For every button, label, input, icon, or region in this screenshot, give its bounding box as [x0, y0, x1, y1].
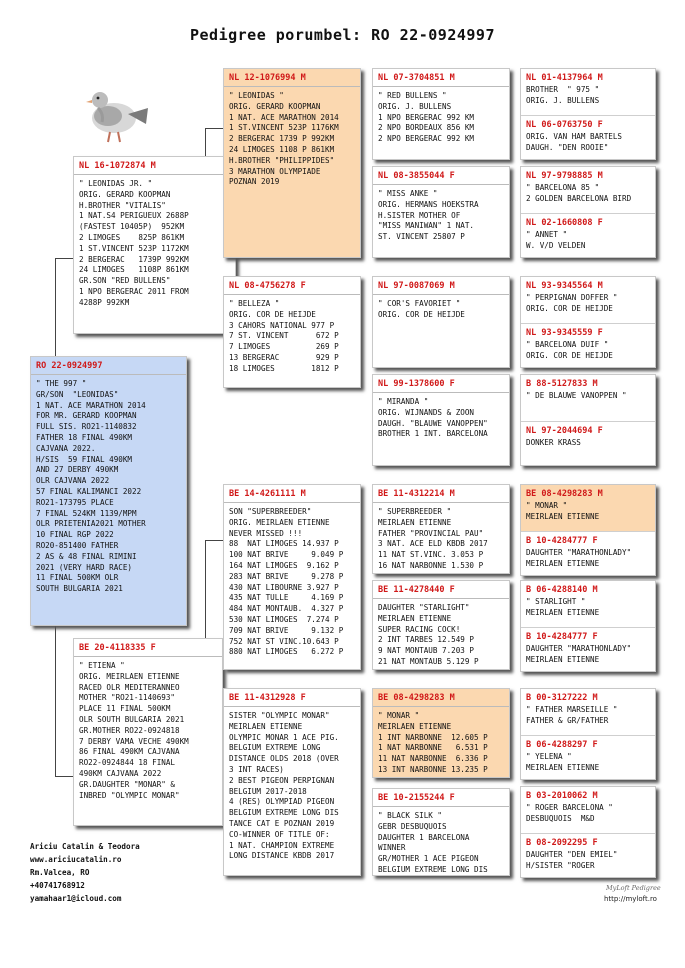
card-line: ORIG. J. BULLENS: [378, 101, 452, 111]
card-line: " ETIENA ": [79, 661, 125, 670]
card-lines: [373, 503, 509, 572]
gen4-pair-card: [520, 580, 656, 672]
card-line: 3 INT RACES): [229, 764, 284, 774]
card-line: 4288P 992KM: [79, 297, 130, 307]
card-line: GEBR DESBUQUOIS: [378, 821, 447, 831]
card-line: 2 AS & 48 FINAL RIMINI: [36, 551, 137, 561]
card-line: ORIG. VAN HAM BARTELS: [526, 132, 623, 141]
card-line: GR.DAUGHTER "MONAR" &: [79, 779, 176, 789]
card-lines: [521, 338, 655, 362]
ring-code: NL 97-0087069 M: [378, 281, 455, 291]
card-line: SUPER RACING COCK!: [378, 624, 461, 634]
card-line: FATHER 18 FINAL 490KM: [36, 432, 133, 442]
card-line: AND 27 DERBY 490KM: [36, 465, 119, 475]
ring-code: RO 22-0924997: [36, 361, 103, 371]
ring-code: NL 01-4137964 M: [526, 73, 603, 83]
card-line: ORIG. COR DE HEIJDE: [378, 309, 465, 319]
pigeon-icon: [78, 78, 150, 146]
gen4-entry: [521, 277, 655, 323]
card-lines: [373, 599, 509, 668]
card-line: 16 NAT NARBONNE 1.530 P: [378, 560, 484, 570]
card-line: " LEONIDAS ": [229, 91, 284, 100]
gen4-entry: [521, 531, 655, 576]
connector-line: [55, 626, 56, 776]
gen4-pair-card: [520, 484, 656, 576]
card-line: DONKER KRASS: [526, 438, 581, 447]
ring-code: B 03-2010062 M: [526, 791, 598, 801]
gen2-card: [223, 484, 361, 670]
card-line: OLR CAJVANA 2022: [36, 476, 110, 486]
card-line: DAUGHTER "STARLIGHT": [378, 603, 470, 612]
gen2-card: [223, 68, 361, 258]
ring-code: NL 08-3855044 F: [378, 171, 455, 181]
card-line: 3 MARATHON OLYMPIADE: [229, 166, 321, 176]
gen3-card: [372, 166, 510, 258]
ring-code: NL 12-1076994 M: [229, 73, 306, 83]
card-line: 709 NAT BRIVE 9.132 P: [229, 625, 344, 635]
card-line: " RED BULLENS ": [378, 91, 447, 100]
card-line: ORIG. COR DE HEIJDE: [229, 309, 316, 319]
card-line: 21 NAT MONTAUB 5.129 P: [378, 656, 479, 666]
card-line: ORIG. COR DE HEIJDE: [526, 350, 613, 360]
card-line: 7 DERBY VAMA VECHE 490KM: [79, 736, 189, 746]
gen3-card: [372, 788, 510, 876]
card-line: PLACE 11 FINAL 500KM: [79, 704, 171, 714]
card-line: " BARCELONA DUIF ": [526, 340, 609, 349]
card-line: FATHER & GR/FATHER: [526, 715, 609, 725]
card-line: 752 NAT ST VINC.10.643 P: [229, 636, 339, 646]
card-line: 9 NAT MONTAUB 7.203 P: [378, 646, 475, 656]
card-line: FULL SIS. RO21-1140832: [36, 422, 137, 432]
gen3-card: [372, 374, 510, 466]
card-line: ORIG. WIJNANDS & ZOON: [378, 407, 475, 417]
card-line: " ANNET ": [526, 230, 568, 239]
card-line: CO-WINNER OF TITLE OF:: [229, 829, 330, 839]
card-line: WINNER: [378, 843, 406, 853]
card-line: " YELENA ": [526, 752, 572, 761]
gen4-entry: [521, 167, 655, 213]
card-line: SON "SUPERBREEDER": [229, 507, 312, 516]
card-line: " ROGER BARCELONA ": [526, 803, 613, 812]
breeder-website[interactable]: www.ariciucatalin.ro: [30, 855, 122, 864]
gen4-entry: [521, 787, 655, 833]
card-line: H/SISTER "ROGER: [526, 860, 595, 870]
card-line: DAUGH. "BLAUWE VANOPPEN": [378, 418, 488, 428]
gen4-entry: [521, 375, 655, 421]
card-line: FOR MR. GERARD KOOPMAN: [36, 411, 137, 421]
card-line: BROTHER 1 INT. BARCELONA: [378, 429, 488, 439]
card-line: " MONAR ": [526, 501, 568, 510]
ring-code: NL 02-1660808 F: [526, 218, 603, 228]
card-line: 11 NAT NARBONNE 6.336 P: [378, 754, 488, 764]
gen4-pair-card: [520, 166, 656, 258]
dam-card: [73, 638, 223, 826]
card-line: 430 NAT LIBOURNE 3.927 P: [229, 582, 339, 592]
card-line: BELGIUM EXTREME LONG: [229, 743, 321, 753]
card-line: 435 NAT TULLE 4.169 P: [229, 593, 344, 603]
ring-code: BE 20-4118335 F: [79, 643, 156, 653]
gen4-entry: [521, 421, 655, 466]
card-line: 11 NAT ST.VINC. 3.053 P: [378, 550, 484, 560]
card-lines: [224, 707, 360, 862]
ring-code: BE 11-4312928 F: [229, 693, 306, 703]
card-line: MEIRLAEN ETIENNE: [378, 721, 452, 731]
card-line: H.BROTHER "PHILIPPIDES": [229, 155, 335, 165]
ring-code: BE 11-4278440 F: [378, 585, 455, 595]
breeder-name: Ariciu Catalin & Teodora: [30, 842, 140, 851]
gen4-entry: [521, 323, 655, 368]
gen2-card: [223, 688, 361, 876]
card-line: H.SISTER MOTHER OF: [378, 210, 461, 220]
card-line: 530 NAT LIMOGES 7.274 P: [229, 614, 339, 624]
card-lines: [74, 175, 235, 309]
card-line: RACED OLR MEDITERANNEO: [79, 682, 180, 692]
ring-code: BE 11-4312214 M: [378, 489, 455, 499]
ring-code: B 88-5127833 M: [526, 379, 598, 389]
ring-code: BE 14-4261111 M: [229, 489, 306, 499]
gen3-card: [372, 580, 510, 670]
gen3-card: [372, 276, 510, 368]
card-line: ORIG. GERARD KOOPMAN: [229, 101, 321, 111]
gen4-entry: [521, 69, 655, 115]
card-line: 86 FINAL 490KM CAJVANA: [79, 747, 180, 757]
card-line: 1 NAT. ACE MARATHON 2014: [36, 400, 146, 410]
card-line: NEVER MISSED !!!: [229, 528, 303, 538]
card-line: (FASTEST 10405P) 952KM: [79, 222, 185, 232]
ring-code: NL 16-1072874 M: [79, 161, 156, 171]
card-line: " PERPIGNAN DOFFER ": [526, 293, 618, 302]
card-line: H/SIS 59 FINAL 490KM: [36, 454, 133, 464]
card-line: CAJVANA 2022.: [36, 443, 96, 453]
card-line: DISTANCE OLDS 2018 (OVER: [229, 754, 339, 764]
card-line: ORIG. GERARD KOOPMAN: [79, 189, 171, 199]
card-line: RO22-0924844 18 FINAL: [79, 758, 176, 768]
breeder-email[interactable]: yamahaar1@icloud.com: [30, 894, 122, 903]
subject-card: [30, 356, 187, 626]
card-lines: [373, 295, 509, 321]
card-lines: [521, 228, 655, 252]
card-line: 484 NAT MONTAUB. 4.327 P: [229, 604, 344, 614]
card-lines: [373, 807, 509, 876]
connector-line: [55, 258, 73, 259]
ring-code: BE 08-4298283 M: [526, 489, 603, 499]
gen4-entry: [521, 581, 655, 627]
card-lines: [521, 848, 655, 872]
card-line: 13 INT NARBONNE 13.235 P: [378, 764, 488, 774]
card-line: 3 CAHORS NATIONAL 977 P: [229, 320, 335, 330]
ring-code: B 06-4288140 M: [526, 585, 598, 595]
card-line: 57 FINAL KALIMANCI 2022: [36, 486, 142, 496]
card-lines: [521, 181, 655, 205]
card-line: 164 NAT LIMOGES 9.162 P: [229, 560, 339, 570]
gen2-card: [223, 276, 361, 388]
gen4-pair-card: [520, 786, 656, 878]
card-line: POZNAN 2019: [229, 177, 280, 187]
card-lines: [521, 291, 655, 315]
card-line: INBRED "OLYMPIC MONAR": [79, 790, 180, 800]
card-line: 1 ST.VINCENT 523P 1172KM: [79, 243, 189, 253]
card-line: W. V/D VELDEN: [526, 240, 586, 250]
card-lines: [521, 703, 655, 727]
card-line: 2 GOLDEN BARCELONA BIRD: [526, 193, 632, 203]
ring-code: B 10-4284777 F: [526, 536, 598, 546]
card-line: LONG DISTANCE KBDB 2017: [229, 851, 335, 861]
card-line: SOUTH BULGARIA 2021: [36, 584, 123, 594]
card-line: " BARCELONA 85 ": [526, 183, 600, 192]
gen3-card: [372, 484, 510, 574]
card-line: DAUGHTER "MARATHONLADY": [526, 644, 632, 653]
card-line: 10 FINAL RGP 2022: [36, 530, 114, 540]
card-line: " MIRANDA ": [378, 397, 429, 406]
card-line: 1 NAT NARBONNE 6.531 P: [378, 743, 488, 753]
breeder-city: Rm.Valcea, RO: [30, 868, 90, 877]
card-line: MOTHER "RO21-1140693": [79, 693, 176, 703]
card-line: MEIRLAEN ETIENNE: [229, 721, 303, 731]
card-line: DESBUQUOIS M&D: [526, 813, 595, 823]
card-line: 1 NAT. CHAMPION EXTREME: [229, 840, 335, 850]
card-line: 880 NAT LIMOGES 6.272 P: [229, 647, 344, 657]
card-line: BROTHER " 975 ": [526, 85, 600, 94]
card-line: 2 INT TARBES 12.549 P: [378, 635, 475, 645]
breeder-phone: +40741768912: [30, 881, 85, 890]
connector-line: [55, 776, 73, 777]
card-lines: [521, 436, 655, 449]
card-line: OLYMPIC MONAR 1 ACE PIG.: [229, 732, 339, 742]
card-lines: [521, 83, 655, 107]
card-line: 2 NPO BORDEAUX 856 KM: [378, 123, 475, 133]
gen4-pair-card: [520, 276, 656, 368]
card-line: SISTER "OLYMPIC MONAR": [229, 711, 330, 720]
card-lines: [521, 130, 655, 154]
card-line: 283 NAT BRIVE 9.278 P: [229, 571, 344, 581]
card-line: 7 ST. VINCENT 672 P: [229, 331, 339, 341]
card-line: 2 LIMOGES 825P 861KM: [79, 232, 185, 242]
card-lines: [521, 389, 655, 402]
gen4-entry: [521, 735, 655, 780]
card-line: 4 (RES) OLYMPIAD PIGEON: [229, 797, 335, 807]
card-line: ORIG. MEIRLAEN ETIENNE: [79, 671, 180, 681]
card-line: GR/SON "LEONIDAS": [36, 389, 119, 399]
card-line: BELGIUM 2017-2018: [229, 786, 307, 796]
card-line: " BLACK SILK ": [378, 811, 443, 820]
gen4-entry: [521, 485, 655, 531]
ring-code: B 06-4288297 F: [526, 740, 598, 750]
gen4-entry: [521, 833, 655, 878]
card-lines: [373, 393, 509, 440]
card-lines: [521, 750, 655, 774]
card-line: MEIRLAEN ETIENNE: [378, 613, 452, 623]
card-lines: [521, 499, 655, 523]
card-line: " LEONIDAS JR. ": [79, 179, 153, 188]
gen3-card: [372, 688, 510, 778]
connector-line: [205, 128, 223, 129]
card-line: 2 BERGERAC 1739 P 992KM: [229, 134, 335, 144]
card-line: 1 NPO BERGERAC 992 KM: [378, 112, 475, 122]
card-line: " COR'S FAVORIET ": [378, 299, 461, 308]
card-line: MEIRLAEN ETIENNE: [526, 654, 600, 664]
signature: MyLoft Pedigree: [606, 884, 661, 892]
gen4-entry: [521, 213, 655, 258]
card-line: ORIG. HERMANS HOEKSTRA: [378, 199, 479, 209]
card-line: ST. VINCENT 25807 P: [378, 232, 465, 242]
gen4-entry: [521, 689, 655, 735]
card-line: " DE BLAUWE VANOPPEN ": [526, 391, 627, 400]
card-line: " MISS ANKE ": [378, 189, 438, 198]
card-line: " BELLEZA ": [229, 299, 280, 308]
gen4-entry: [521, 115, 655, 160]
card-lines: [521, 595, 655, 619]
card-line: 11 FINAL 500KM OLR: [36, 573, 119, 583]
card-lines: [373, 707, 509, 776]
card-lines: [74, 657, 222, 801]
card-line: MEIRLAEN ETIENNE: [526, 511, 600, 521]
ring-code: B 10-4284777 F: [526, 632, 598, 642]
gen3-card: [372, 68, 510, 160]
card-line: 7 FINAL 524KM 1139/MPM: [36, 508, 137, 518]
ring-code: BE 10-2155244 F: [378, 793, 455, 803]
card-line: RO20-851400 FATHER: [36, 540, 119, 550]
card-lines: [521, 546, 655, 570]
card-line: 1 NAT. ACE MARATHON 2014: [229, 112, 339, 122]
card-line: GR.MOTHER RO22-0924818: [79, 725, 180, 735]
ring-code: NL 97-9798885 M: [526, 171, 603, 181]
card-line: MEIRLAEN ETIENNE: [526, 762, 600, 772]
card-lines: [521, 642, 655, 666]
ring-code: NL 97-2044694 F: [526, 426, 603, 436]
card-line: 88 NAT LIMOGES 14.937 P: [229, 539, 339, 549]
card-lines: [31, 375, 186, 595]
card-line: " SUPERBREEDER ": [378, 507, 452, 516]
breeder-contact: [30, 840, 140, 905]
card-line: ORIG. COR DE HEIJDE: [526, 303, 613, 313]
card-line: OLR SOUTH BULGARIA 2021: [79, 714, 185, 724]
ring-code: NL 08-4756278 F: [229, 281, 306, 291]
card-line: 3 NAT. ACE ELD KBDB 2017: [378, 539, 488, 549]
card-line: TANCE CAT E POZNAN 2019: [229, 818, 335, 828]
card-lines: [224, 503, 360, 658]
card-line: 24 LIMOGES 1108 P 861KM: [229, 144, 335, 154]
card-lines: [373, 87, 509, 145]
card-line: ORIG. J. BULLENS: [526, 95, 600, 105]
connector-line: [205, 540, 223, 541]
card-lines: [521, 801, 655, 825]
card-line: GR/MOTHER 1 ACE PIGEON: [378, 854, 479, 864]
ring-code: NL 93-9345564 M: [526, 281, 603, 291]
card-lines: [224, 295, 360, 375]
gen4-pair-card: [520, 374, 656, 466]
card-line: FATHER "PROVINCIAL PAU": [378, 528, 484, 538]
card-line: 18 LIMOGES 1812 P: [229, 363, 339, 373]
card-line: H.BROTHER "VITALIS": [79, 200, 166, 210]
sire-card: [73, 156, 236, 334]
gen4-entry: [521, 627, 655, 672]
card-line: 24 LIMOGES 1108P 861KM: [79, 265, 189, 275]
card-line: BELGIUM EXTREME LONG DIS: [378, 864, 488, 874]
card-line: ORIG. MEIRLAEN ETIENNE: [229, 517, 330, 527]
card-line: DAUGHTER "DEN EMIEL": [526, 850, 618, 859]
card-line: 2 BEST PIGEON PERPIGNAN: [229, 775, 335, 785]
ring-code: B 00-3127222 M: [526, 693, 598, 703]
card-line: 2 BERGERAC 1739P 992KM: [79, 254, 189, 264]
gen4-pair-card: [520, 68, 656, 160]
card-line: " FATHER MARSEILLE ": [526, 705, 618, 714]
card-line: " THE 997 ": [36, 379, 87, 388]
card-line: 13 BERGERAC 929 P: [229, 352, 339, 362]
card-line: OLR PRIETENIA2021 MOTHER: [36, 519, 146, 529]
ring-code: NL 99-1378600 F: [378, 379, 455, 389]
card-line: MEIRLAEN ETIENNE: [378, 517, 452, 527]
ring-code: NL 93-9345559 F: [526, 328, 603, 338]
ring-code: NL 07-3704851 M: [378, 73, 455, 83]
ring-code: B 08-2092295 F: [526, 838, 598, 848]
card-line: DAUGHTER 1 BARCELONA: [378, 832, 470, 842]
card-line: MEIRLAEN ETIENNE: [526, 607, 600, 617]
card-lines: [373, 185, 509, 243]
gen4-pair-card: [520, 688, 656, 780]
card-line: 7 LIMOGES 269 P: [229, 342, 339, 352]
page-title: Pedigree porumbel: RO 22-0924997: [190, 26, 495, 44]
card-lines: [224, 87, 360, 188]
card-line: BELGIUM EXTREME LONG DIS: [229, 808, 339, 818]
card-line: DAUGHTER "MARATHONLADY": [526, 548, 632, 557]
card-line: 1 NPO BERGERAC 2011 FROM: [79, 286, 189, 296]
card-line: 2 NPO BERGERAC 992 KM: [378, 134, 475, 144]
card-line: DAUGH. "DEN ROOIE": [526, 142, 609, 152]
card-line: " MONAR ": [378, 711, 420, 720]
card-line: 1 NAT.S4 PERIGUEUX 2688P: [79, 211, 189, 221]
card-line: RO21-173795 PLACE: [36, 497, 114, 507]
card-line: 1 INT NARBONNE 12.605 P: [378, 732, 488, 742]
ring-code: BE 08-4298283 M: [378, 693, 455, 703]
card-line: 1 ST.VINCENT 523P 1176KM: [229, 123, 339, 133]
watermark-url[interactable]: http://myloft.ro: [604, 895, 657, 903]
card-line: 490KM CAJVANA 2022: [79, 768, 162, 778]
card-line: MEIRLAEN ETIENNE: [526, 558, 600, 568]
ring-code: NL 06-0763750 F: [526, 120, 603, 130]
card-line: "MISS MANIWAN" 1 NAT.: [378, 221, 475, 231]
card-line: 100 NAT BRIVE 9.049 P: [229, 550, 344, 560]
card-line: GR.SON "RED BULLENS": [79, 276, 171, 286]
card-line: " STARLIGHT ": [526, 597, 586, 606]
card-line: 2021 (VERY HARD RACE): [36, 562, 133, 572]
connector-line: [55, 258, 56, 362]
